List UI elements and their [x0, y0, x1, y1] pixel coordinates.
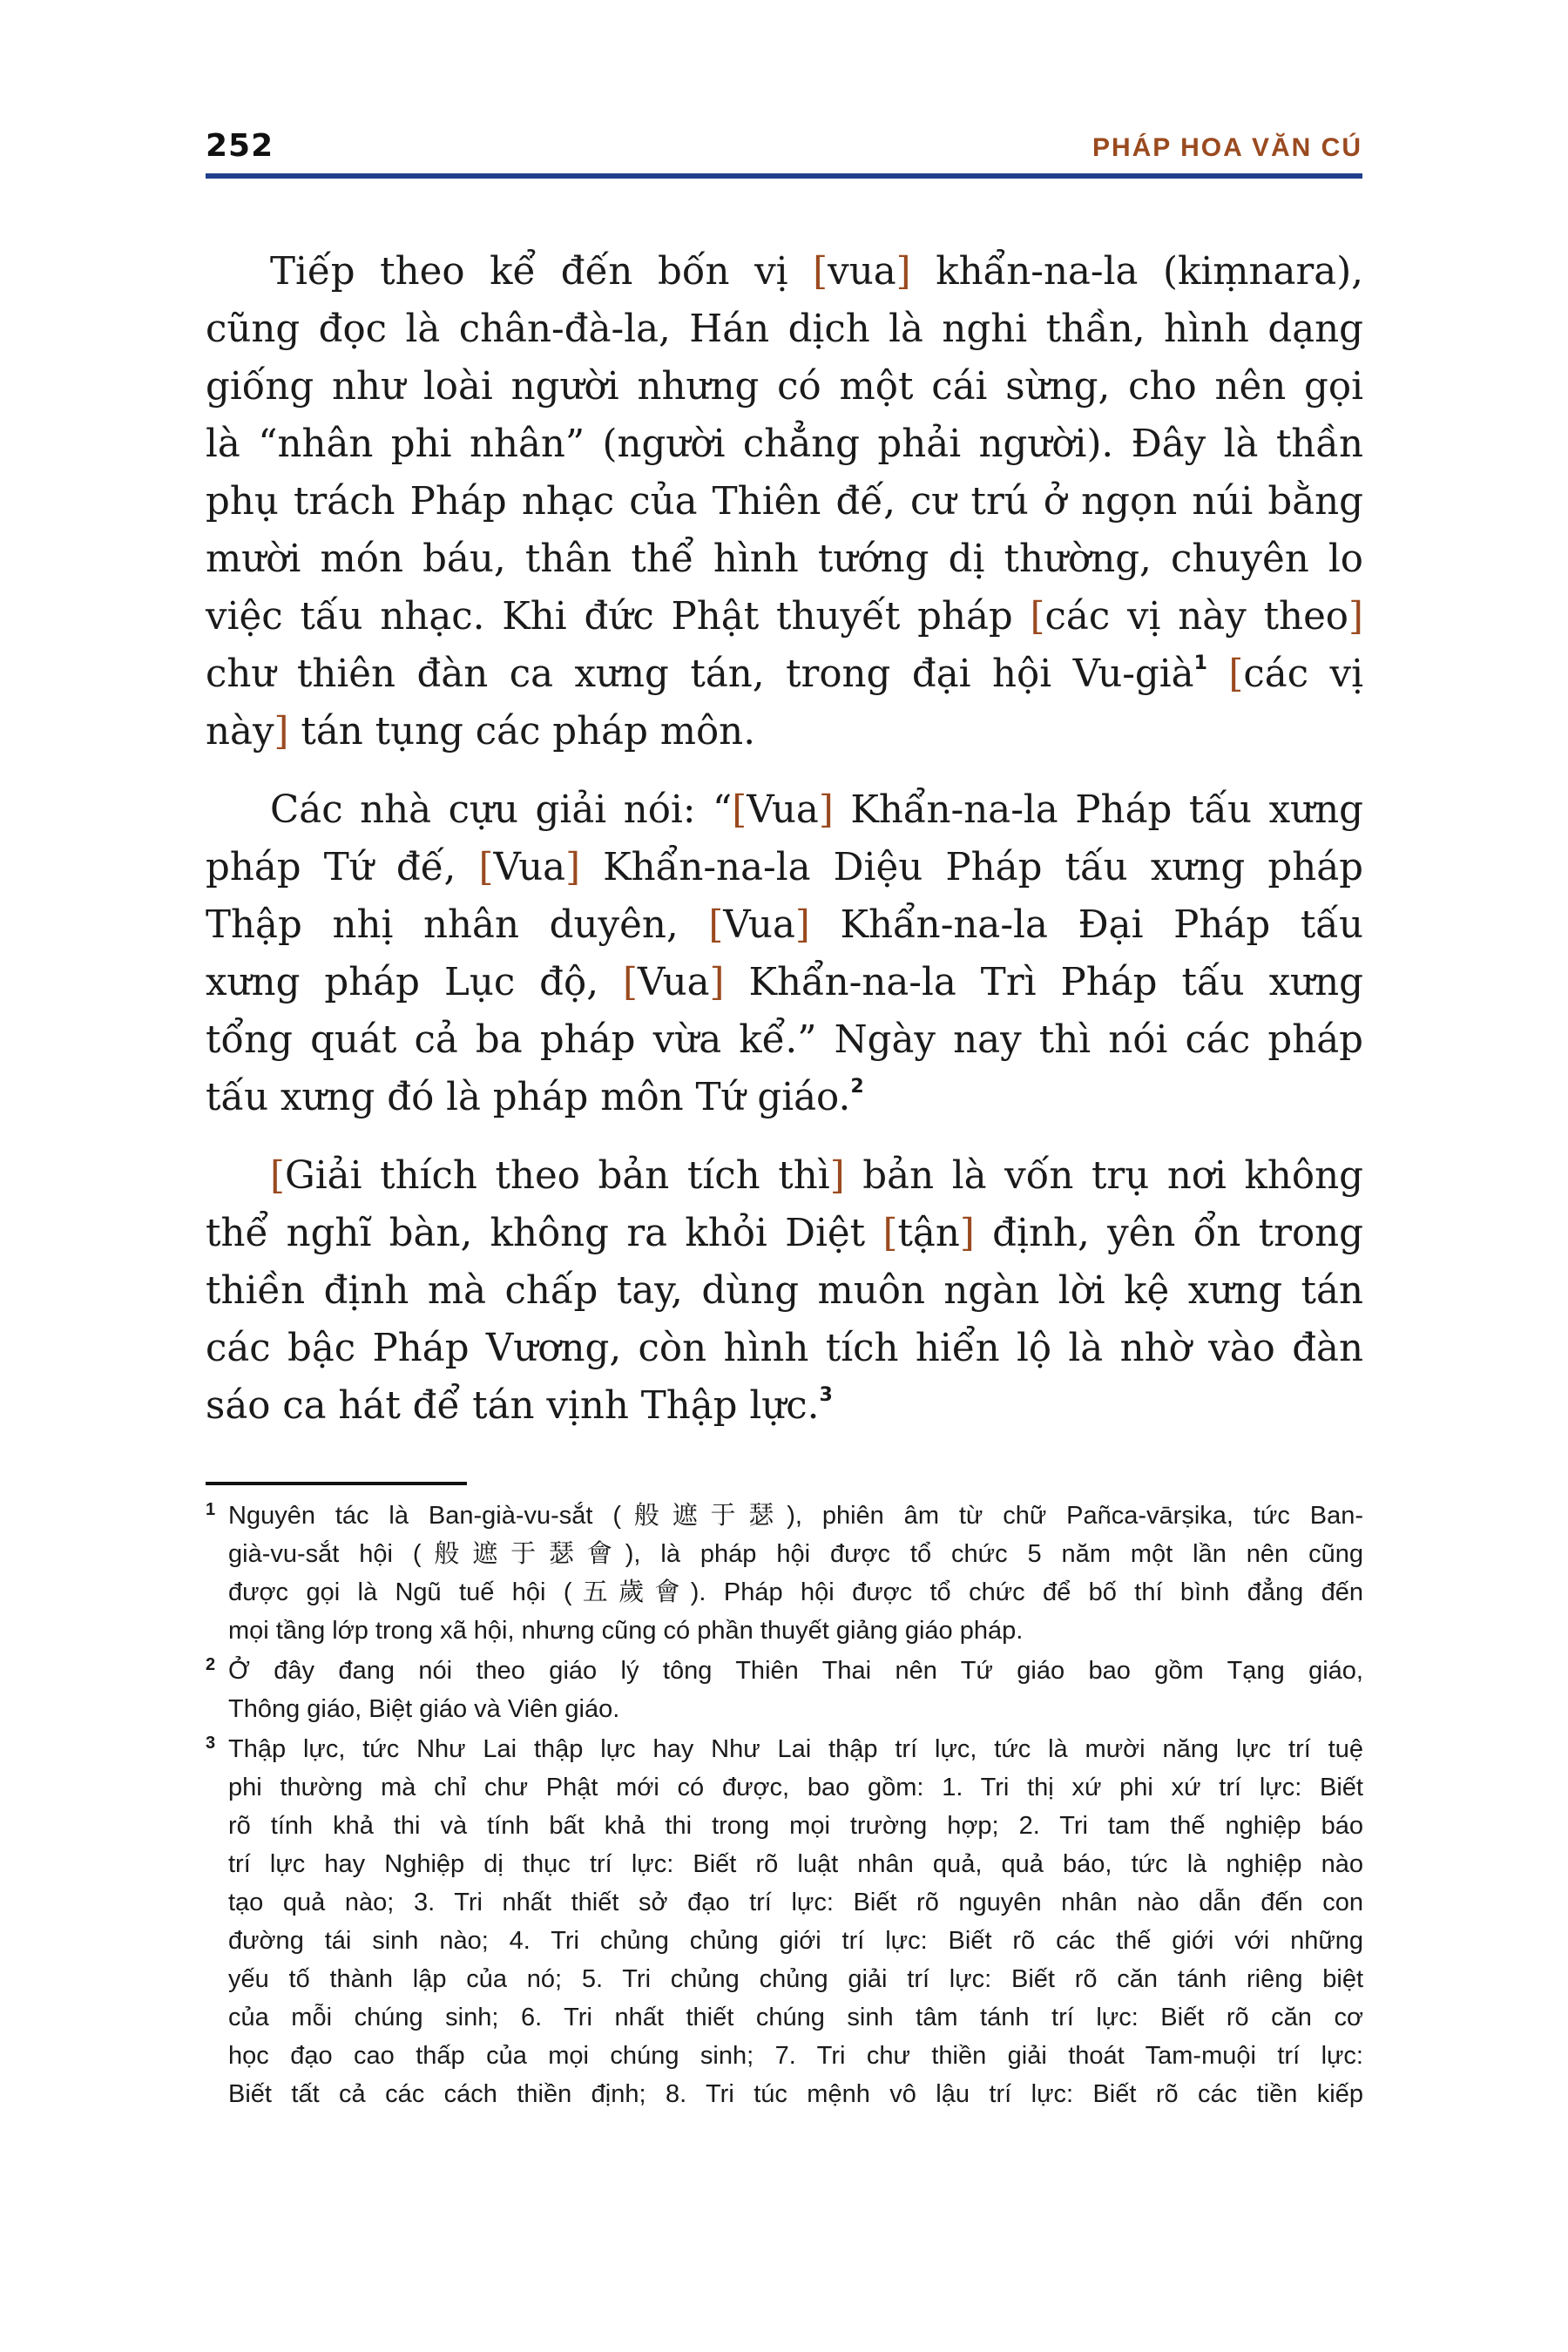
text-line	[206, 781, 1363, 839]
footnote-line: của mỗi chúng sinh; 6. Tri nhất thiết chúng sinh tâm tánh trí lực: Biết rõ căn cơ	[228, 2004, 1363, 2031]
text-run: Khẩn-na-la Đại Pháp tấu	[809, 903, 1363, 947]
text-run: tận	[897, 1212, 960, 1255]
text-run: mười món báu, thân thể hình tướng dị thường, chuyên lo	[206, 537, 1363, 581]
text-run: khẩn-na-la (kiṃnara),	[910, 250, 1364, 294]
footnote-line: tạo quả nào; 3. Tri nhất thiết sở đạo trí lực: Biết rõ nguyên nhân nào dẫn đến con	[228, 1889, 1363, 1916]
footnote-number: 3	[206, 1734, 216, 1753]
footnote-line: phi thường mà chỉ chư Phật mới có được, bao gồm: 1. Tri thị xứ phi xứ trí lực: Biết	[228, 1774, 1363, 1801]
footnote-number: 2	[206, 1655, 216, 1674]
editorial-bracket: [	[270, 1154, 285, 1198]
text-run: tấu xưng đó là pháp môn Tứ giáo.	[206, 1076, 851, 1119]
text-line	[206, 243, 1363, 301]
text-line	[206, 1205, 1363, 1262]
text-run: Vua	[637, 961, 710, 1004]
text-run: việc tấu nhạc. Khi đức Phật thuyết pháp	[206, 595, 1031, 639]
text-run: Khẩn-na-la Pháp tấu xưng	[833, 788, 1363, 832]
page-number: 252	[206, 128, 274, 164]
text-line	[206, 1377, 1363, 1435]
editorial-bracket: ]	[829, 1154, 845, 1198]
footnote-line: yếu tố thành lập của nó; 5. Tri chủng chủng giải trí lực: Biết rõ căn tánh riêng biệt	[228, 1965, 1363, 1993]
text-line	[206, 896, 1363, 954]
footnote-line: học đạo cao thấp của mọi chúng sinh; 7. Tri chư thiền giải thoát Tam-muội trí lực:	[228, 2042, 1363, 2070]
text-run: xưng pháp Lục độ,	[206, 961, 623, 1004]
text-run: định, yên ổn trong	[974, 1212, 1364, 1255]
footnote-line: Nguyên tác là Ban-già-vu-sắt (般遮于瑟), phiên âm từ chữ Pañca-vārṣika, tức Ban-	[228, 1502, 1363, 1530]
editorial-bracket: ]	[818, 788, 834, 832]
footnote-line: Biết tất cả các cách thiền định; 8. Tri túc mệnh vô lậu trí lực: Biết rõ các tiền kiếp	[228, 2080, 1363, 2108]
paragraph	[206, 781, 1363, 1126]
editorial-bracket: [	[478, 846, 494, 889]
text-line	[206, 1069, 1363, 1126]
editorial-bracket: [	[732, 788, 747, 832]
text-line	[206, 839, 1363, 896]
footnote-line: mọi tầng lớp trong xã hội, nhưng cũng có phần thuyết giảng giáo pháp.	[228, 1617, 1024, 1645]
editorial-bracket: ]	[565, 846, 581, 889]
text-run: Các nhà cựu giải nói: “	[270, 788, 733, 832]
text-run: sáo ca hát để tán vịnh Thập lực.	[206, 1384, 820, 1428]
text-run: này	[206, 710, 274, 754]
text-run: các vị	[1243, 652, 1363, 696]
text-line	[206, 358, 1363, 416]
text-line	[206, 1147, 1363, 1205]
footnote-line: rõ tính khả thi và tính bất khả thi trong mọi trường hợp; 2. Tri tam thế nghiệp báo	[228, 1812, 1363, 1840]
text-line	[206, 1320, 1363, 1377]
text-run: là “nhân phi nhân” (người chẳng phải người). Đây là thần	[206, 422, 1363, 466]
editorial-bracket: ]	[1348, 595, 1363, 639]
footnote-1	[206, 1497, 1363, 1650]
footnote-2	[206, 1652, 1363, 1728]
editorial-bracket: ]	[709, 961, 725, 1004]
text-run: các vị này theo	[1044, 595, 1348, 639]
editorial-bracket: [	[1030, 595, 1045, 639]
text-run: cũng đọc là chân-đà-la, Hán dịch là nghi thần, hình dạng	[206, 308, 1363, 351]
text-run: tán tụng các pháp môn.	[288, 710, 756, 754]
editorial-bracket: [	[882, 1212, 898, 1255]
text-run: chư thiên đàn ca xưng tán, trong đại hội Vu-già	[206, 652, 1194, 696]
text-line	[206, 301, 1363, 358]
editorial-bracket: ]	[274, 710, 289, 754]
text-run: thể nghĩ bàn, không ra khỏi Diệt	[206, 1212, 883, 1255]
text-run: thiền định mà chấp tay, dùng muôn ngàn lời kệ xưng tán	[206, 1269, 1363, 1313]
footnote-reference: 2	[850, 1076, 864, 1098]
editorial-bracket: [	[813, 250, 828, 294]
text-run: Khẩn-na-la Diệu Pháp tấu xưng pháp	[580, 846, 1363, 889]
editorial-bracket: [	[622, 961, 638, 1004]
text-run: Giải thích theo bản tích thì	[284, 1154, 830, 1198]
footnote-reference: 3	[819, 1384, 833, 1406]
footnote-line: đường tái sinh nào; 4. Tri chủng chủng giới trí lực: Biết rõ các thế giới với những	[228, 1927, 1363, 1955]
text-run: phụ trách Pháp nhạc của Thiên đế, cư trú ở ngọn núi bằng	[206, 480, 1363, 524]
text-line	[206, 954, 1363, 1011]
text-run: Thập nhị nhân duyên,	[206, 903, 709, 947]
paragraph	[206, 243, 1363, 760]
text-run: Tiếp theo kể đến bốn vị	[270, 250, 814, 294]
text-line	[206, 1011, 1363, 1069]
editorial-bracket: [	[708, 903, 724, 947]
text-run: Vua	[493, 846, 566, 889]
text-line	[206, 645, 1363, 703]
footnote-line: được gọi là Ngũ tuế hội (五歲會). Pháp hội được tổ chức để bố thí bình đẳng đến	[228, 1578, 1363, 1606]
footnote-3	[206, 1730, 1363, 2113]
text-run: tổng quát cả ba pháp vừa kể.” Ngày nay thì nói các pháp	[206, 1018, 1363, 1062]
text-run: bản là vốn trụ nơi không	[844, 1154, 1363, 1198]
footnote-line: Thông giáo, Biệt giáo và Viên giáo.	[228, 1695, 620, 1723]
editorial-bracket: ]	[896, 250, 911, 294]
editorial-bracket: ]	[794, 903, 810, 947]
header-rule	[206, 173, 1362, 179]
text-run: pháp Tứ đế,	[206, 846, 479, 889]
text-line	[206, 588, 1363, 645]
footnote-separator	[206, 1482, 467, 1485]
text-line	[206, 1262, 1363, 1320]
paragraph	[206, 1147, 1363, 1435]
footnote-line: Thập lực, tức Như Lai thập lực hay Như Lai thập trí lực, tức là mười năng lực trí tuệ	[228, 1735, 1363, 1763]
body-text	[206, 243, 1363, 1456]
text-run	[1207, 652, 1228, 696]
text-line	[206, 416, 1363, 473]
text-run: giống như loài người nhưng có một cái sừng, cho nên gọi	[206, 365, 1363, 409]
text-line	[206, 473, 1363, 531]
footnotes	[206, 1497, 1363, 2115]
footnote-line: Ở đây đang nói theo giáo lý tông Thiên Thai nên Tứ giáo bao gồm Tạng giáo,	[228, 1657, 1363, 1685]
editorial-bracket: ]	[959, 1212, 975, 1255]
text-run: vua	[828, 250, 896, 294]
text-line	[206, 703, 1363, 760]
text-run: Vua	[723, 903, 795, 947]
running-header	[206, 127, 1362, 166]
footnote-number: 1	[206, 1500, 216, 1519]
text-run: các bậc Pháp Vương, còn hình tích hiển lộ là nhờ vào đàn	[206, 1327, 1363, 1370]
text-run: Khẩn-na-la Trì Pháp tấu xưng	[724, 961, 1363, 1004]
editorial-bracket: [	[1228, 652, 1244, 696]
text-run: Vua	[747, 788, 819, 832]
footnote-line: già-vu-sắt hội (般遮于瑟會), là pháp hội được tổ chức 5 năm một lần nên cũng	[228, 1540, 1363, 1568]
footnote-line: trí lực hay Nghiệp dị thục trí lực: Biết rõ luật nhân quả, quả báo, tức là nghiệp nào	[228, 1850, 1363, 1878]
text-line	[206, 531, 1363, 588]
book-title: PHÁP HOA VĂN CÚ	[1092, 133, 1362, 162]
footnote-reference: 1	[1193, 652, 1207, 674]
